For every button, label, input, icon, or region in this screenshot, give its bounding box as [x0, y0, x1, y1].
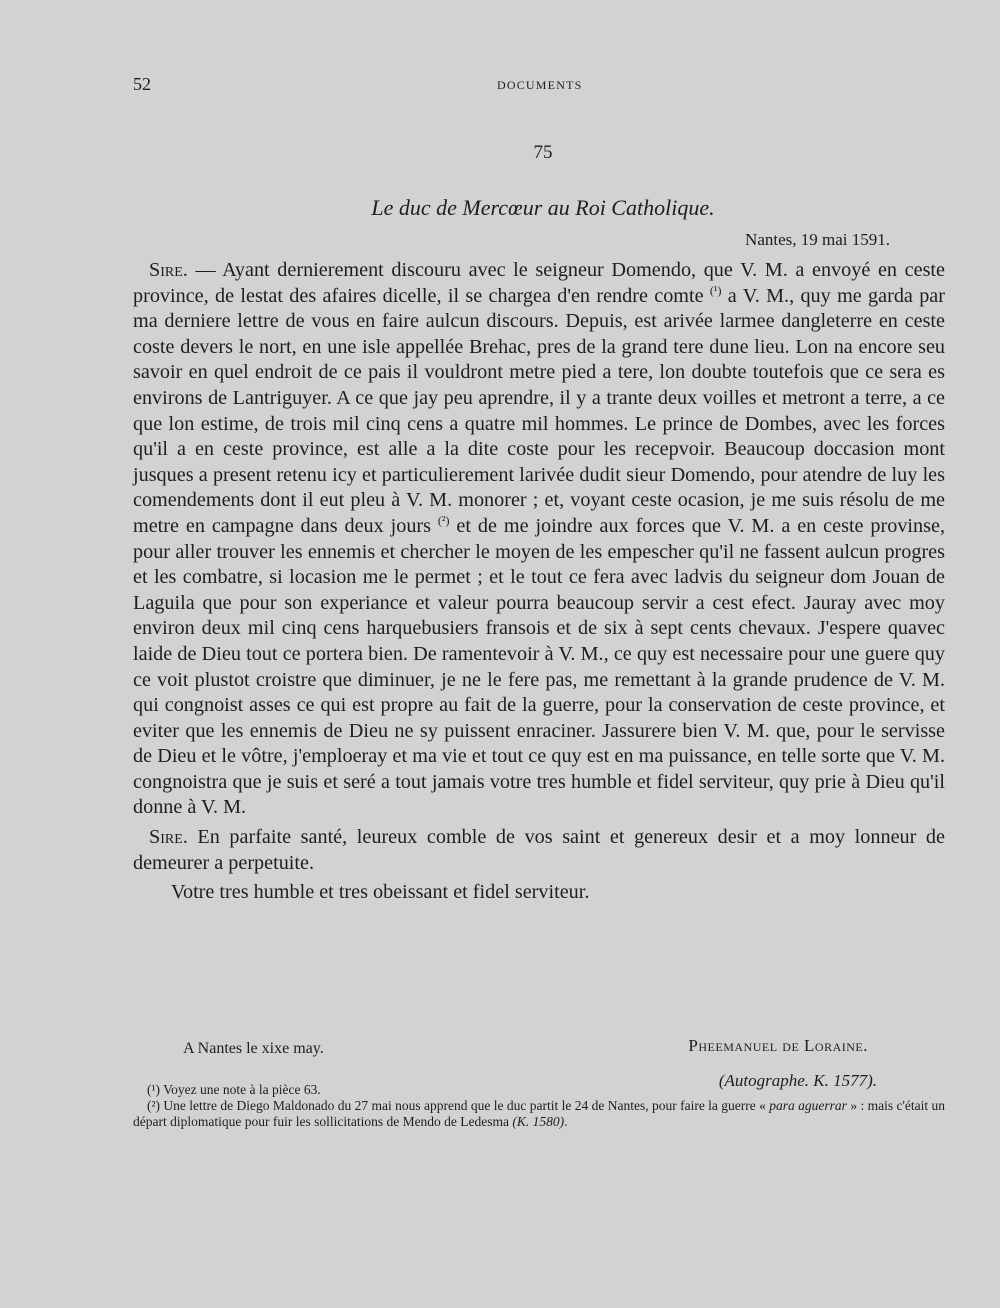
place-date: A Nantes le xixe may. [183, 1040, 324, 1057]
footnote-2-text-b: » : mais c'était un départ diplomatique pour fuir les sollicitations de Mendo de Ledesma [133, 1098, 945, 1129]
document-date: Nantes, 19 mai 1591. [745, 230, 890, 249]
source-note: (Autographe. K. 1577). [718, 1071, 877, 1090]
paragraph-text-b: a V. M., quy me garda par ma derniere lettre de vous en faire aulcun discours. Depuis, est arivée larmee dangleterre en ceste coste devers le nort, en une isle appellée Brehac, pres de la grand tere dune lieu. Lon na encore seu savoir en quel endroit de ce pais il vouldront metre pied a tere, lon doubte toutefois que ce sera es environs de Lantriguyer. A ce que jay peu aprendre, il y a trante deux voilles et metront a terre, a ce que lon estime, de trois mil cinq cens a quatre mil hommes. Le prince de Dombes, avec les forces qu'il a en ceste province, est alle a la dite coste pour les recepvoir. Beaucoup doccasion mont jusques a present retenu icy et particulierement larivée dudit sieur Domendo, pour atendre de luy les comendements dont il eut pleu à V. M. monorer ; et, voyant ceste ocasion, je me suis résolu de me metre en campagne dans deux jours [133, 284, 945, 537]
page-number: 52 [133, 74, 151, 94]
running-head: DOCUMENTS [497, 78, 583, 92]
paragraph-closing [133, 825, 945, 876]
footnote-2-end: . [564, 1114, 568, 1129]
footnote-1-marker: (¹) [147, 1082, 161, 1097]
signatory: Pheemanuel de Loraine. [688, 1036, 868, 1055]
footnote-ref-2: (²) [437, 513, 450, 528]
footnotes [133, 1082, 945, 1130]
complimentary-close: Votre tres humble et tres obeissant et fidel serviteur. [171, 881, 590, 904]
footnote-2-ref: (K. 1580) [512, 1114, 565, 1129]
letter-body [133, 258, 945, 906]
footnote-2-marker: (²) [147, 1098, 161, 1113]
document-title: Le duc de Mercœur au Roi Catholique. [371, 195, 715, 220]
footnote-2 [133, 1098, 945, 1130]
paragraph-main [133, 258, 945, 821]
document-number: 75 [533, 142, 553, 163]
salutation: Sire. [149, 259, 188, 281]
footnote-2-text-a: Une lettre de Diego Maldonado du 27 mai nous apprend que le duc partit le 24 de Nantes, pour faire la guerre « [160, 1098, 770, 1113]
salutation-2: Sire. [149, 826, 188, 849]
footnote-1-text: Voyez une note à la pièce 63. [160, 1082, 321, 1097]
paragraph-closing-text: En parfaite santé, leureux comble de vos saint et genereux desir et a moy lonneur de demeurer a perpetuite. [133, 826, 945, 874]
footnote-1 [133, 1082, 945, 1098]
paragraph-text-a: — Ayant dernierement discouru avec le seigneur Domendo, que V. M. a envoyé en ceste province, de lestat des afaires dicelle, il se chargea d'en rendre comte [133, 259, 945, 307]
footnote-ref-1: (¹) [709, 282, 722, 297]
footnote-2-italic: para aguerrar [769, 1098, 847, 1113]
paragraph-text-c: et de me joindre aux forces que V. M. a en ceste provinse, pour aller trouver les ennemis et chercher le moyen de les empescher qu'il ne fassent aulcun progres et les combatre, si locasion me le permet ; et le tout ce fera avec ladvis du seigneur dom Jouan de Laguila que pour son experiance et valeur pourra beaucoup servir a cest efect. Jauray avec moy environ deux mil cinq cens harquebusiers fransois et de six à sept cents chevaux. J'espere quavec laide de Dieu tout ce portera bien. De ramentevoir à V. M., ce quy est necessaire pour une guere quy ce voit plustot croistre que diminuer, je ne le fere pas, me remettant à la grande prudence de V. M. qui congnoist asses ce qui est propre au fait de la guerre, pour la conservation de ceste province, et eviter que les ennemis de Dieu ne sy puissent enraciner. Jassurere bien V. M. que, pour le servisse de Dieu et le vôtre, j'emploeray et ma vie et tout ce quy est en ma puissance, en telle sorte que V. M. congnoistra que je suis et seré a tout jamais votre tres humble et fidel serviteur, quy prie à Dieu qu'il donne à V. M. [133, 514, 946, 819]
